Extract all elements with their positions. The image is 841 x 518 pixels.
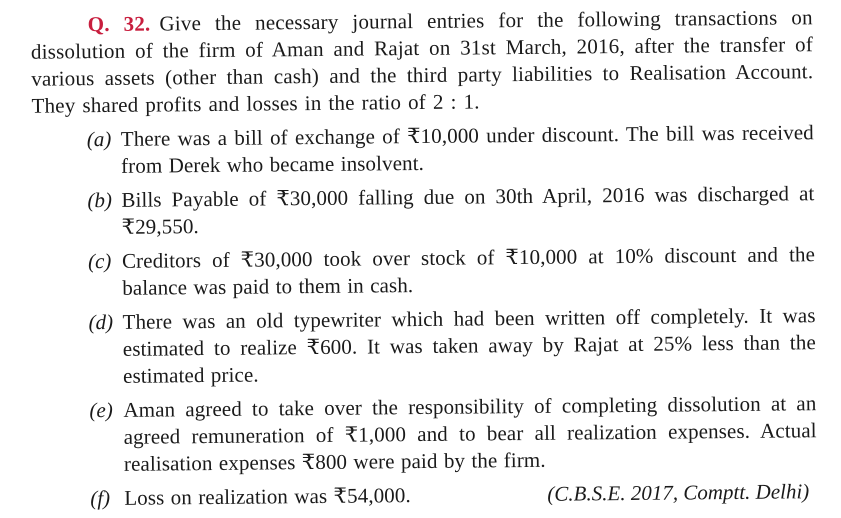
item-text-c: Creditors of ₹30,000 took over stock of ₹10,000 at 10% discount and the balance was paid to them in cash.	[121, 242, 816, 300]
item-text-a: There was a bill of exchange of ₹10,000 under discount. The bill was received from Derek who became insolvent.	[120, 120, 814, 178]
list-item-f	[35, 478, 817, 513]
item-text-d: There was an old typewriter which had been written off completely. It was estimated to realize ₹600. It was taken away by Rajat at 25% less than the estimated price.	[122, 303, 816, 388]
item-label-b: (b)	[87, 187, 113, 213]
question-list	[32, 119, 818, 512]
item-label-c: (c)	[87, 248, 112, 274]
item-label-f: (f)	[90, 485, 111, 511]
list-item-e	[34, 390, 817, 479]
item-label-d: (d)	[88, 309, 114, 335]
list-item-d	[33, 302, 816, 391]
list-item-c	[33, 241, 815, 303]
question-paragraph	[31, 4, 814, 120]
exam-citation: (C.B.S.E. 2017, Comptt. Delhi)	[547, 479, 810, 506]
list-item-a	[32, 119, 814, 181]
item-text-b: Bills Payable of ₹30,000 falling due on 30th April, 2016 was discharged at ₹29,550.	[121, 181, 815, 239]
item-text-e: Aman agreed to take over the responsibility of completing dissolution at an agreed remuneration of ₹1,000 and to bear all realization expenses. Actual realisation expenses ₹800 were paid by the firm.	[123, 391, 817, 476]
list-item-b	[32, 180, 814, 242]
question-intro-text: Give the necessary journal entries for the following transactions on dissolution of the firm of Aman and Rajat on 31st March, 2016, after the transfer of various assets (other than cash) and the third party liabilities to Realisation Account. They shared profits and losses in the ratio of 2 : 1.	[30, 5, 814, 118]
item-label-e: (e)	[89, 397, 113, 423]
item-label-a: (a)	[86, 126, 112, 152]
question-number: Q. 32.	[87, 11, 151, 37]
item-text-f: Loss on realization was ₹54,000.	[124, 483, 411, 510]
